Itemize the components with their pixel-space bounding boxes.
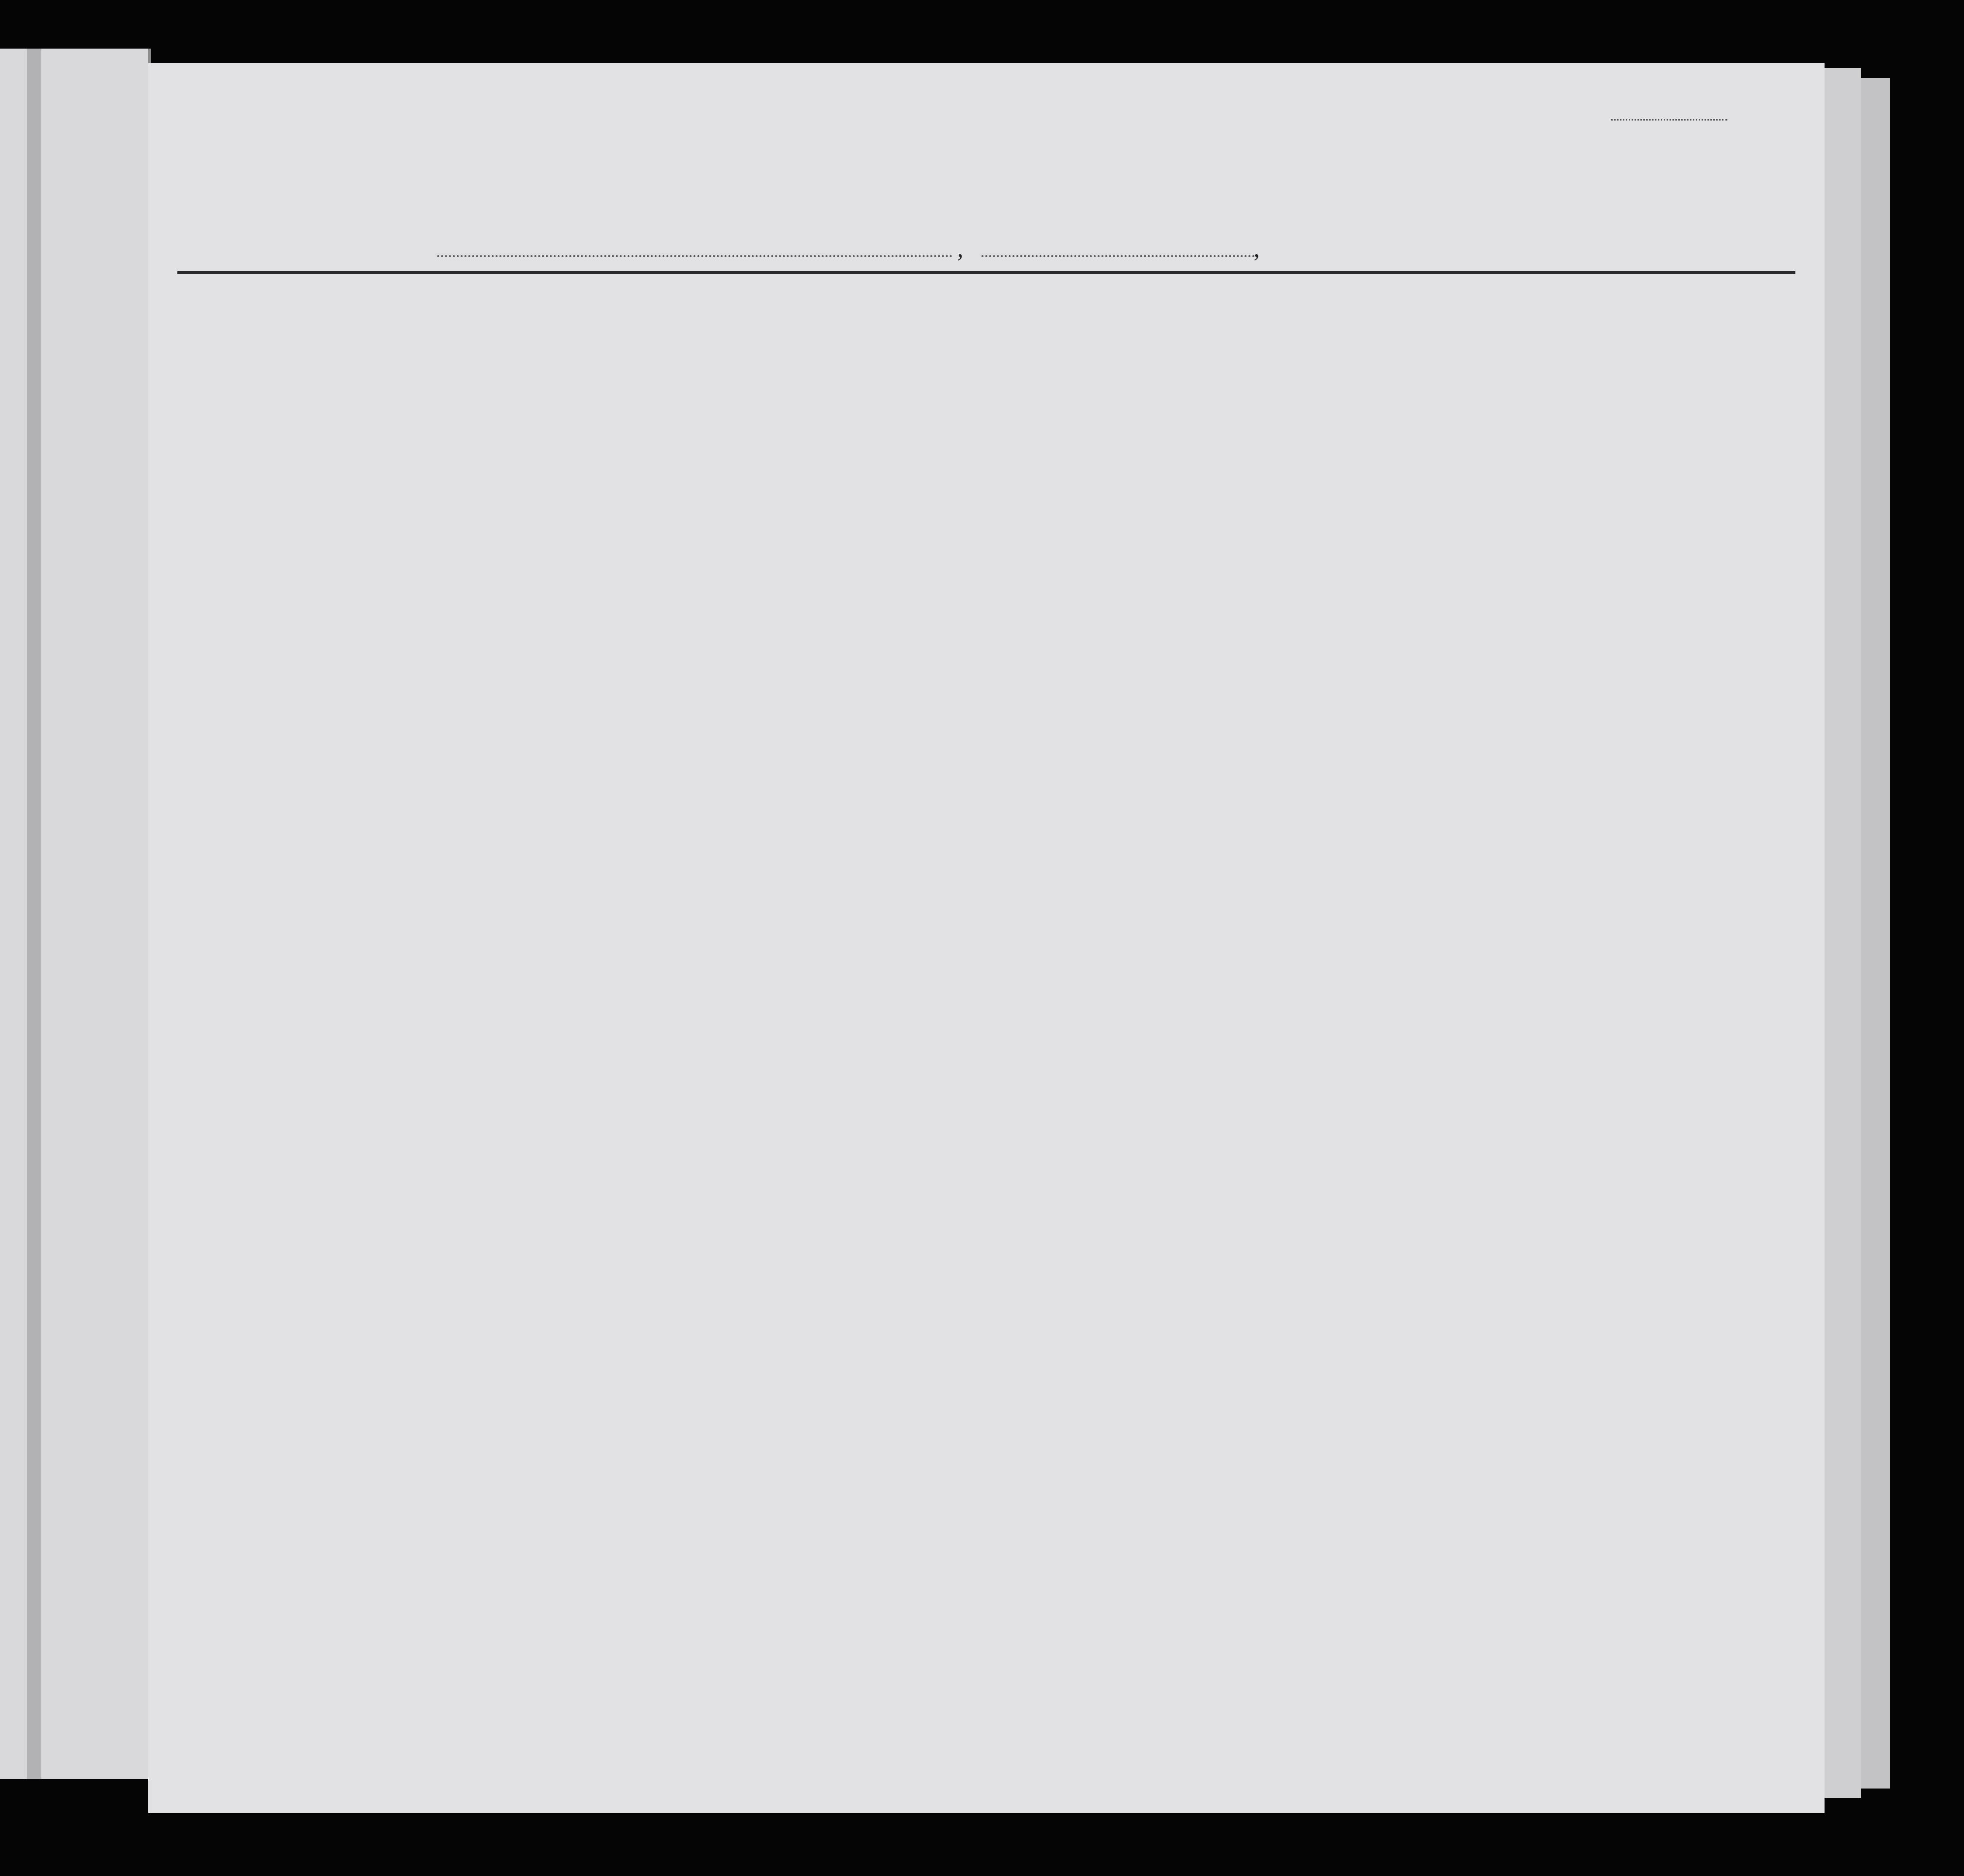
comma-separator: , <box>957 235 964 262</box>
comma-separator: , <box>1254 235 1260 262</box>
